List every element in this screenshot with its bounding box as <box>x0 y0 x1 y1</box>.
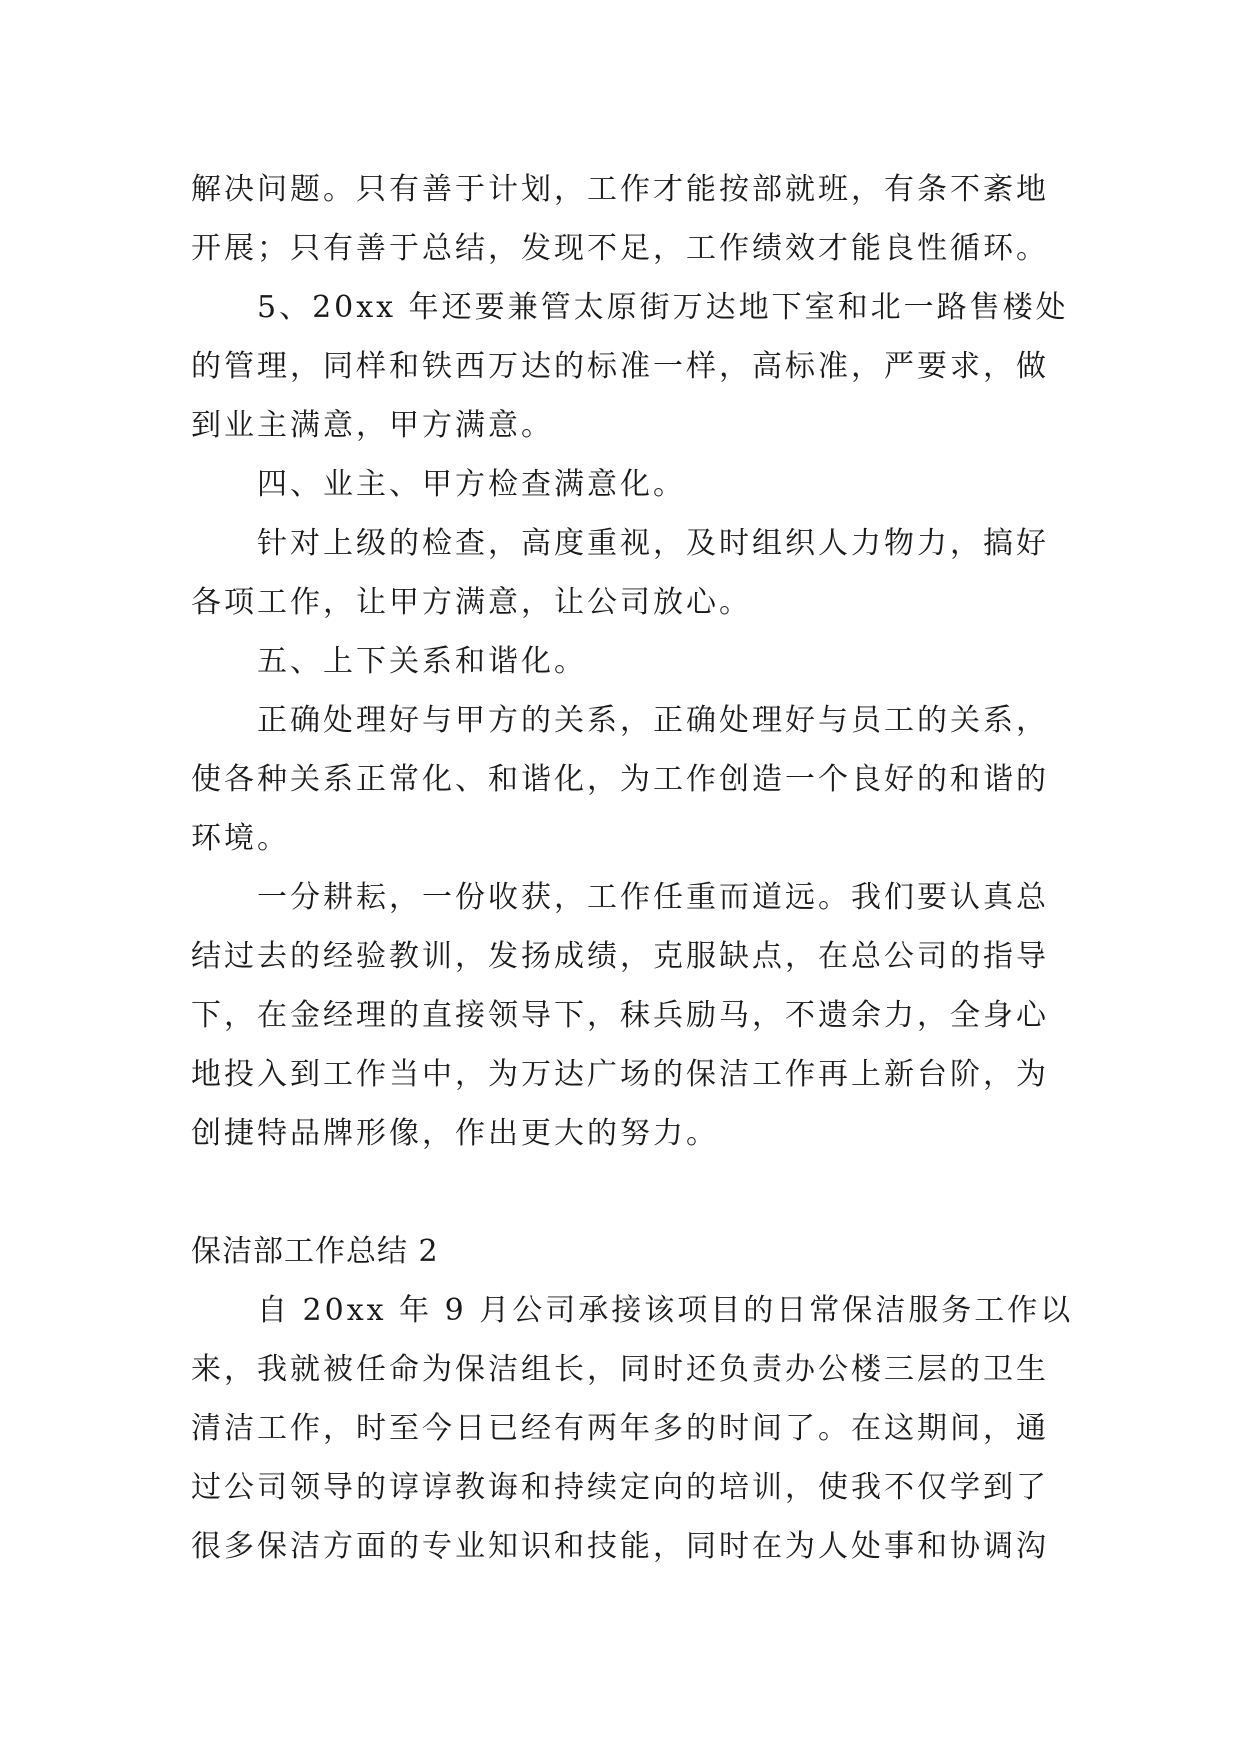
paragraph-line: 地投入到工作当中，为万达广场的保洁工作再上新台阶，为 <box>191 1057 1049 1092</box>
paragraph-line: 环境。 <box>191 821 290 856</box>
paragraph-line: 的管理，同样和铁西万达的标准一样，高标准，严要求，做 <box>191 349 1049 384</box>
paragraph-line: 来，我就被任命为保洁组长，同时还负责办公楼三层的卫生 <box>191 1352 1049 1387</box>
document-body <box>191 160 1074 1576</box>
section-heading: 四、业主、甲方检查满意化。 <box>257 467 686 502</box>
paragraph-line: 自 20xx 年 9 月公司承接该项目的日常保洁服务工作以 <box>257 1293 1074 1328</box>
section-heading: 五、上下关系和谐化。 <box>257 644 587 679</box>
paragraph-line: 各项工作，让甲方满意，让公司放心。 <box>191 585 752 620</box>
paragraph-line: 下，在金经理的直接领导下，秣兵励马，不遗余力，全身心 <box>191 998 1049 1033</box>
document-title: 保洁部工作总结 2 <box>191 1234 439 1269</box>
paragraph-line: 解决问题。只有善于计划，工作才能按部就班，有条不紊地 <box>191 172 1049 207</box>
paragraph-line: 清洁工作，时至今日已经有两年多的时间了。在这期间，通 <box>191 1411 1049 1446</box>
paragraph-line: 创捷特品牌形像，作出更大的努力。 <box>191 1116 719 1151</box>
paragraph-line: 到业主满意，甲方满意。 <box>191 408 554 443</box>
paragraph-line: 很多保洁方面的专业知识和技能，同时在为人处事和协调沟 <box>191 1529 1049 1564</box>
paragraph-line: 过公司领导的谆谆教诲和持续定向的培训，使我不仅学到了 <box>191 1470 1049 1505</box>
paragraph-line: 针对上级的检查，高度重视，及时组织人力物力，搞好 <box>257 526 1049 561</box>
paragraph-line: 一分耕耘，一份收获，工作任重而道远。我们要认真总 <box>257 880 1049 915</box>
paragraph-line: 结过去的经验教训，发扬成绩，克服缺点，在总公司的指导 <box>191 939 1049 974</box>
paragraph-line: 正确处理好与甲方的关系，正确处理好与员工的关系， <box>257 703 1049 738</box>
section-gap <box>191 1163 1061 1222</box>
paragraph-line: 使各种关系正常化、和谐化，为工作创造一个良好的和谐的 <box>191 762 1049 797</box>
paragraph-line: 5、20xx 年还要兼管太原街万达地下室和北一路售楼处 <box>257 290 1069 325</box>
paragraph-line: 开展；只有善于总结，发现不足，工作绩效才能良性循环。 <box>191 231 1049 266</box>
